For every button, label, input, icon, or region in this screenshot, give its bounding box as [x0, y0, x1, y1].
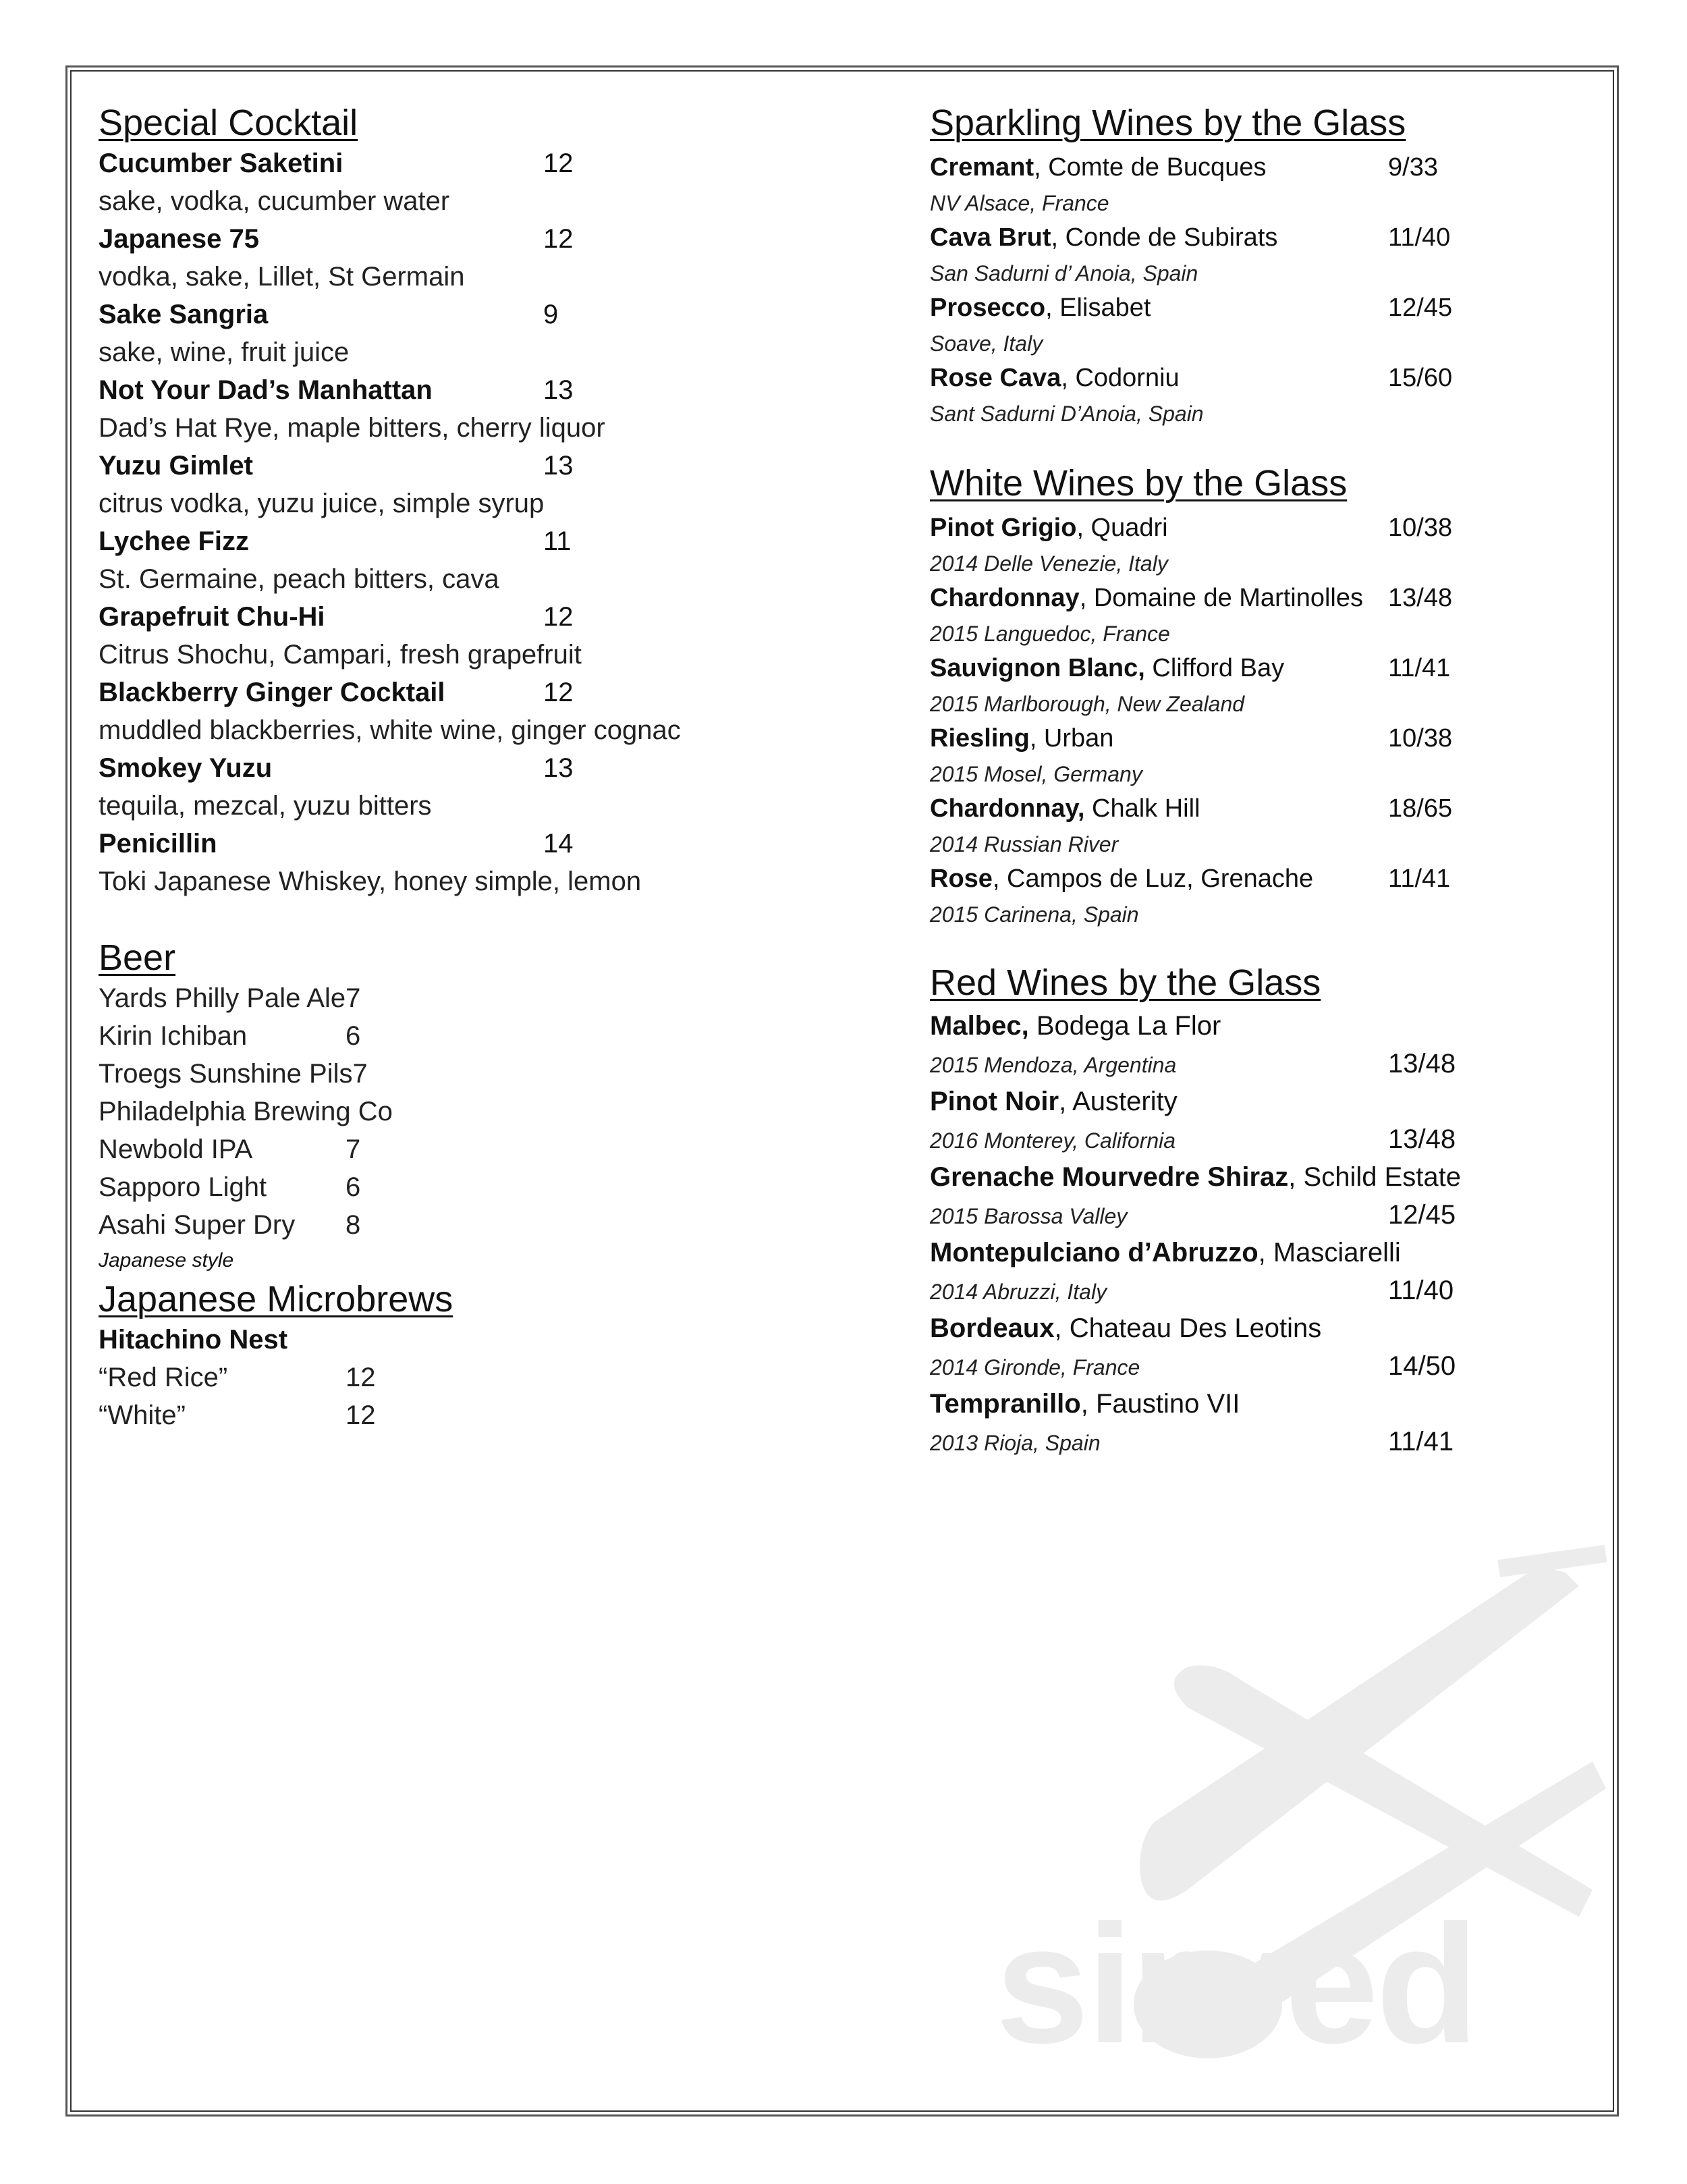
wine-producer: Bodega La Flor: [1028, 1011, 1221, 1041]
wine-producer: Chalk Hill: [1084, 794, 1200, 823]
microbrew-price: 12: [345, 1363, 376, 1392]
wine-region: 2014 Abruzzi, Italy: [930, 1280, 1107, 1304]
microbrew-brand: Hitachino Nest: [99, 1325, 288, 1355]
wine-region: 2014 Gironde, France: [930, 1355, 1140, 1380]
cocktail-description: sake, wine, fruit juice: [99, 337, 350, 367]
section-heading-beer: Beer: [99, 937, 176, 978]
wine-producer: , Domaine de Martinolles: [1079, 584, 1364, 612]
beer-price: 8: [345, 1210, 361, 1240]
wine-region: 2015 Languedoc, France: [930, 622, 1170, 646]
wine-region-line: [930, 255, 1537, 290]
cocktail-name: Japanese 75: [99, 224, 259, 254]
cocktail-name: Not Your Dad’s Manhattan: [99, 375, 433, 405]
cocktail-description: tequila, mezcal, yuzu bitters: [99, 791, 432, 821]
microbrew-name: “Red Rice”: [99, 1363, 228, 1392]
section-heading-red: Red Wines by the Glass: [930, 962, 1321, 1003]
wine-price: 11/40: [1388, 223, 1451, 252]
wine-item: [930, 580, 1537, 616]
wine-region-line: [930, 1347, 1537, 1385]
wine-name-line: [930, 651, 1388, 686]
wine-name: Chardonnay,: [930, 794, 1085, 823]
wine-producer: , Codorniu: [1061, 364, 1180, 392]
cocktail-description: Citrus Shochu, Campari, fresh grapefruit: [99, 640, 582, 670]
wine-name: Prosecco: [930, 294, 1046, 322]
wine-name-line: [930, 150, 1388, 185]
wine-name-line: [930, 360, 1388, 395]
cocktail-item: [99, 674, 841, 711]
wine-price: 12/45: [1388, 294, 1453, 322]
beer-price: 6: [345, 1021, 361, 1051]
wine-region-line: [930, 1120, 1537, 1158]
beer-item: [99, 1206, 841, 1244]
wine-producer: , Conde de Subirats: [1051, 223, 1278, 252]
wine-price: 13/48: [1388, 1124, 1456, 1154]
wine-name-line: [930, 290, 1388, 325]
wine-region-line: [930, 756, 1537, 791]
wine-producer: , Elisabet: [1045, 294, 1151, 322]
wine-name-line: [930, 791, 1388, 826]
cocktail-item: [99, 296, 841, 333]
cocktail-name: Penicillin: [99, 829, 217, 858]
wine-region-line: [930, 826, 1537, 861]
microbrew-price: 12: [345, 1400, 376, 1430]
wine-name-line: [930, 220, 1388, 255]
wine-name-line: [930, 1385, 1388, 1423]
wine-item: [930, 651, 1537, 686]
wine-producer: , Chateau Des Leotins: [1054, 1313, 1322, 1343]
wine-region: 2015 Mosel, Germany: [930, 762, 1142, 786]
wine-item: [930, 510, 1537, 545]
cocktail-name: Cucumber Saketini: [99, 148, 343, 178]
cocktail-item: [99, 447, 841, 485]
cocktail-description: Toki Japanese Whiskey, honey simple, lemon: [99, 867, 642, 896]
cocktail-name: Yuzu Gimlet: [99, 451, 253, 481]
wine-item: [930, 220, 1537, 255]
wine-name: Riesling: [930, 724, 1030, 753]
wine-region-line: [930, 1045, 1537, 1083]
wine-price: 12/45: [1388, 1200, 1456, 1230]
beer-name: Kirin Ichiban: [99, 1021, 248, 1051]
microbrew-name: “White”: [99, 1400, 186, 1430]
wine-region-line: [930, 1196, 1537, 1234]
beer-name: Philadelphia Brewing Co: [99, 1097, 393, 1126]
white-wine-list: [930, 510, 1537, 931]
cocktail-name: Grapefruit Chu-Hi: [99, 602, 325, 632]
wine-region-line: [930, 185, 1537, 220]
cocktail-price: 14: [543, 829, 574, 858]
wine-item: [930, 150, 1537, 185]
cocktail-item: [99, 371, 841, 409]
beer-price: 6: [345, 1172, 361, 1202]
section-heading-cocktails: Special Cocktail: [99, 103, 358, 143]
wine-item: [930, 721, 1537, 756]
wine-name: Chardonnay: [930, 584, 1080, 612]
beer-name: Yards Philly Pale Ale: [99, 983, 346, 1013]
wine-price: 18/65: [1388, 794, 1453, 823]
beer-price: 7: [352, 1059, 368, 1089]
cocktail-description: muddled blackberries, white wine, ginger cognac: [99, 715, 681, 745]
wine-name-line: [930, 1083, 1388, 1120]
cocktail-description: St. Germaine, peach bitters, cava: [99, 564, 499, 594]
wine-price: 10/38: [1388, 724, 1453, 753]
wine-region: NV Alsace, France: [930, 191, 1109, 215]
section-heading-microbrews: Japanese Microbrews: [99, 1279, 453, 1319]
cocktail-item: [99, 220, 841, 258]
beer-item: [99, 1017, 841, 1055]
wine-item: [930, 360, 1537, 395]
beer-name: Asahi Super Dry: [99, 1210, 296, 1240]
wine-region-line: [930, 616, 1537, 651]
wine-item: [930, 290, 1537, 325]
wine-region-line: [930, 1423, 1537, 1460]
wine-price: 10/38: [1388, 514, 1453, 542]
cocktail-name: Sake Sangria: [99, 300, 269, 329]
wine-price: 11/41: [1388, 1427, 1454, 1456]
wine-producer: , Faustino VII: [1080, 1389, 1240, 1419]
sirved-watermark: sirved: [995, 1890, 1476, 2078]
cocktail-description: vodka, sake, Lillet, St Germain: [99, 262, 465, 292]
wine-name: Rose Cava: [930, 364, 1061, 392]
right-column: [930, 101, 1537, 1460]
wine-producer: , Quadri: [1076, 514, 1168, 542]
wine-region: 2015 Barossa Valley: [930, 1204, 1128, 1228]
cocktail-price: 12: [543, 224, 574, 254]
cocktail-price: 11: [543, 526, 572, 556]
wine-producer: , Comte de Bucques: [1034, 153, 1267, 182]
wine-name: Sauvignon Blanc,: [930, 654, 1145, 682]
beer-item: [99, 1093, 841, 1130]
beer-name: Sapporo Light: [99, 1172, 267, 1202]
wine-name: Pinot Grigio: [930, 514, 1077, 542]
wine-item: [930, 1234, 1537, 1272]
wine-name-line: [930, 721, 1388, 756]
microbrew-item: [99, 1359, 841, 1396]
wine-item: [930, 1083, 1537, 1120]
cocktail-description: sake, vodka, cucumber water: [99, 186, 450, 216]
cocktail-description: Dad’s Hat Rye, maple bitters, cherry liquor: [99, 413, 605, 443]
wine-name: Bordeaux: [930, 1313, 1055, 1343]
wine-region: Soave, Italy: [930, 331, 1043, 356]
cocktail-price: 12: [543, 678, 574, 707]
wine-region: Sant Sadurni D’Anoia, Spain: [930, 402, 1204, 426]
cocktail-price: 13: [543, 375, 574, 405]
wine-name: Cava Brut: [930, 223, 1051, 252]
wine-price: 9/33: [1388, 153, 1438, 182]
wine-region: 2016 Monterey, California: [930, 1128, 1176, 1153]
wine-name-line: [930, 580, 1388, 616]
cocktail-price: 12: [543, 148, 574, 178]
wine-name: Cremant: [930, 153, 1034, 182]
wine-producer: , Masciarelli: [1258, 1238, 1401, 1267]
cocktail-item: [99, 749, 841, 787]
wine-name: Grenache Mourvedre Shiraz: [930, 1162, 1289, 1192]
wine-item: [930, 1309, 1537, 1347]
wine-producer: , Campos de Luz, Grenache: [992, 865, 1314, 893]
left-column: [99, 101, 841, 1434]
wine-producer: , Schild Estate: [1288, 1162, 1461, 1192]
cocktail-price: 12: [543, 602, 574, 632]
wine-region-line: [930, 896, 1537, 931]
wine-price: 11/40: [1388, 1276, 1454, 1305]
wine-producer: , Urban: [1029, 724, 1114, 753]
section-heading-white: White Wines by the Glass: [930, 463, 1348, 503]
cocktail-price: 9: [543, 300, 559, 329]
wine-region: 2013 Rioja, Spain: [930, 1431, 1101, 1455]
microbrew-item: [99, 1396, 841, 1434]
red-wine-list: [930, 1007, 1537, 1460]
wine-price: 11/41: [1388, 654, 1451, 682]
wine-region-line: [930, 395, 1537, 431]
wine-name-line: [930, 1309, 1388, 1347]
wine-region: 2015 Carinena, Spain: [930, 902, 1139, 927]
cocktail-item: [99, 522, 841, 560]
cocktail-item: [99, 825, 841, 863]
beer-list: [99, 979, 841, 1244]
wine-price: 14/50: [1388, 1351, 1456, 1381]
beer-item: [99, 979, 841, 1017]
wine-name: Malbec,: [930, 1011, 1029, 1041]
section-heading-sparkling: Sparkling Wines by the Glass: [930, 103, 1406, 143]
wine-region: 2015 Marlborough, New Zealand: [930, 692, 1245, 716]
wine-region-line: [930, 686, 1537, 721]
wine-item: [930, 1158, 1537, 1196]
wine-price: 13/48: [1388, 584, 1453, 612]
wine-region: 2015 Mendoza, Argentina: [930, 1053, 1177, 1077]
beer-item: [99, 1055, 841, 1093]
wine-name: Montepulciano d’Abruzzo: [930, 1238, 1259, 1267]
wine-region-line: [930, 545, 1537, 580]
cocktail-name: Smokey Yuzu: [99, 753, 273, 783]
wine-price: 13/48: [1388, 1049, 1456, 1079]
cocktail-description: citrus vodka, yuzu juice, simple syrup: [99, 489, 545, 518]
wine-producer: , Austerity: [1059, 1087, 1178, 1116]
cocktail-name: Lychee Fizz: [99, 526, 250, 556]
wine-name: Pinot Noir: [930, 1087, 1059, 1116]
beer-price: 7: [345, 983, 361, 1013]
wine-price: 11/41: [1388, 865, 1451, 893]
wine-name-line: [930, 510, 1388, 545]
beer-name: Troegs Sunshine Pils: [99, 1059, 353, 1089]
wine-producer: Clifford Bay: [1144, 654, 1285, 682]
wine-name-line: [930, 861, 1388, 896]
beer-price: 7: [345, 1135, 361, 1164]
beer-name: Newbold IPA: [99, 1135, 253, 1164]
beer-note: Japanese style: [99, 1249, 234, 1272]
wine-region: San Sadurni d’ Anoia, Spain: [930, 261, 1198, 285]
cocktail-list: [99, 144, 841, 900]
wine-name: Rose: [930, 865, 993, 893]
wine-item: [930, 1007, 1537, 1045]
wine-name-line: [930, 1007, 1388, 1045]
beer-item: [99, 1130, 841, 1168]
wine-name-line: [930, 1158, 1461, 1196]
wine-name-line: [930, 1234, 1401, 1272]
wine-name: Tempranillo: [930, 1389, 1081, 1419]
wine-item: [930, 861, 1537, 896]
cocktail-price: 13: [543, 753, 574, 783]
wine-item: [930, 791, 1537, 826]
wine-price: 15/60: [1388, 364, 1453, 392]
wine-region-line: [930, 325, 1537, 360]
sparkling-wine-list: [930, 150, 1537, 431]
wine-item: [930, 1385, 1537, 1423]
cocktail-name: Blackberry Ginger Cocktail: [99, 678, 445, 707]
microbrew-list: [99, 1359, 841, 1434]
cocktail-item: [99, 598, 841, 636]
wine-region: 2014 Delle Venezie, Italy: [930, 551, 1168, 576]
wine-region: 2014 Russian River: [930, 832, 1119, 856]
cocktail-price: 13: [543, 451, 574, 481]
cocktail-item: [99, 144, 841, 182]
beer-item: [99, 1168, 841, 1206]
wine-region-line: [930, 1272, 1537, 1309]
